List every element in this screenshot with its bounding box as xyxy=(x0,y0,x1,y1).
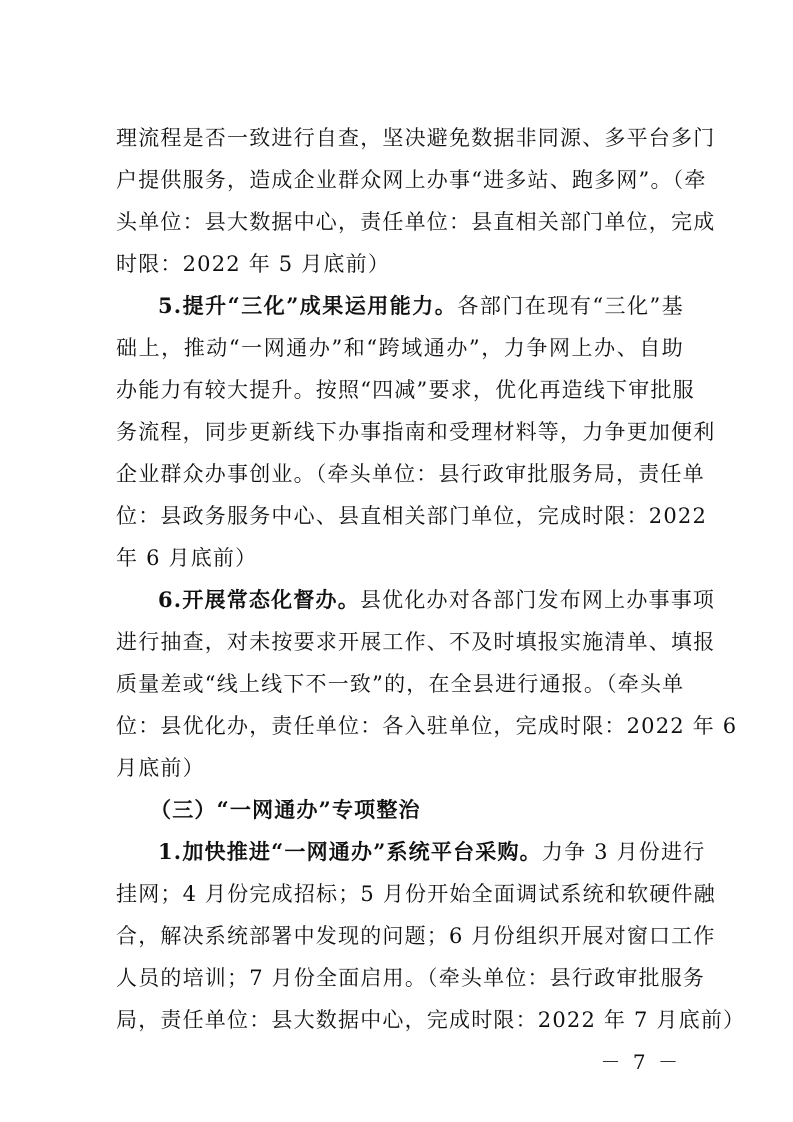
section-heading: （三）“一网通办”专项整治 xyxy=(150,797,421,822)
text-line: 进行抽查，对未按要求开展工作、不及时填报实施清单、填报 xyxy=(116,630,716,654)
text-line: 务流程，同步更新线下办事指南和受理材料等，力争更加便利 xyxy=(116,420,716,444)
text-line: 时限：2022 年 5 月底前） xyxy=(116,252,391,276)
text-line: 年 6 月底前） xyxy=(116,546,258,570)
item-heading: 1.加快推进“一网通办”系统平台采购。 xyxy=(158,839,542,864)
item-heading: 6.开展常态化督办。 xyxy=(158,587,360,612)
item-text: 各部门在现有“三化”基 xyxy=(457,294,684,318)
text-line: 础上，推动“一网通办”和“跨域通办”，力争网上办、自助 xyxy=(116,336,684,360)
text-line: 位：县政务服务中心、县直相关部门单位，完成时限：2022 xyxy=(116,504,708,528)
text-line: 企业群众办事创业。（牵头单位：县行政审批服务局，责任单 xyxy=(116,462,705,486)
text-line: 挂网；4 月份完成招标；5 月份开始全面调试系统和软硬件融 xyxy=(116,882,716,906)
page-number: － 7 － xyxy=(600,1050,681,1074)
text-line: 头单位：县大数据中心，责任单位：县直相关部门单位，完成 xyxy=(116,210,716,234)
text-line: 质量差或“线上线下不一致”的，在全县进行通报。（牵头单 xyxy=(116,672,685,696)
text-line: 户提供服务，造成企业群众网上办事“进多站、跑多网”。（牵 xyxy=(116,168,707,192)
paragraph-first-line xyxy=(158,586,716,614)
text-line: 合，解决系统部署中发现的问题；6 月份组织开展对窗口工作 xyxy=(116,924,716,948)
text-line: 局，责任单位：县大数据中心，完成时限：2022 年 7 月底前） xyxy=(116,1008,746,1032)
text-line: 办能力有较大提升。按照“四减”要求，优化再造线下审批服 xyxy=(116,378,695,402)
item-heading: 5.提升“三化”成果运用能力。 xyxy=(158,293,458,318)
item-text: 力争 3 月份进行 xyxy=(541,840,706,864)
text-line: 人员的培训；7 月份全面启用。（牵头单位：县行政审批服务 xyxy=(116,966,706,990)
text-line: 位：县优化办，责任单位：各入驻单位，完成时限：2022 年 6 xyxy=(116,714,738,738)
paragraph-first-line xyxy=(158,292,684,320)
text-line: 理流程是否一致进行自查，坚决避免数据非同源、多平台多门 xyxy=(116,126,716,150)
item-text: 县优化办对各部门发布网上办事事项 xyxy=(359,588,716,612)
paragraph-first-line xyxy=(158,838,706,866)
text-line: 月底前） xyxy=(116,756,205,780)
